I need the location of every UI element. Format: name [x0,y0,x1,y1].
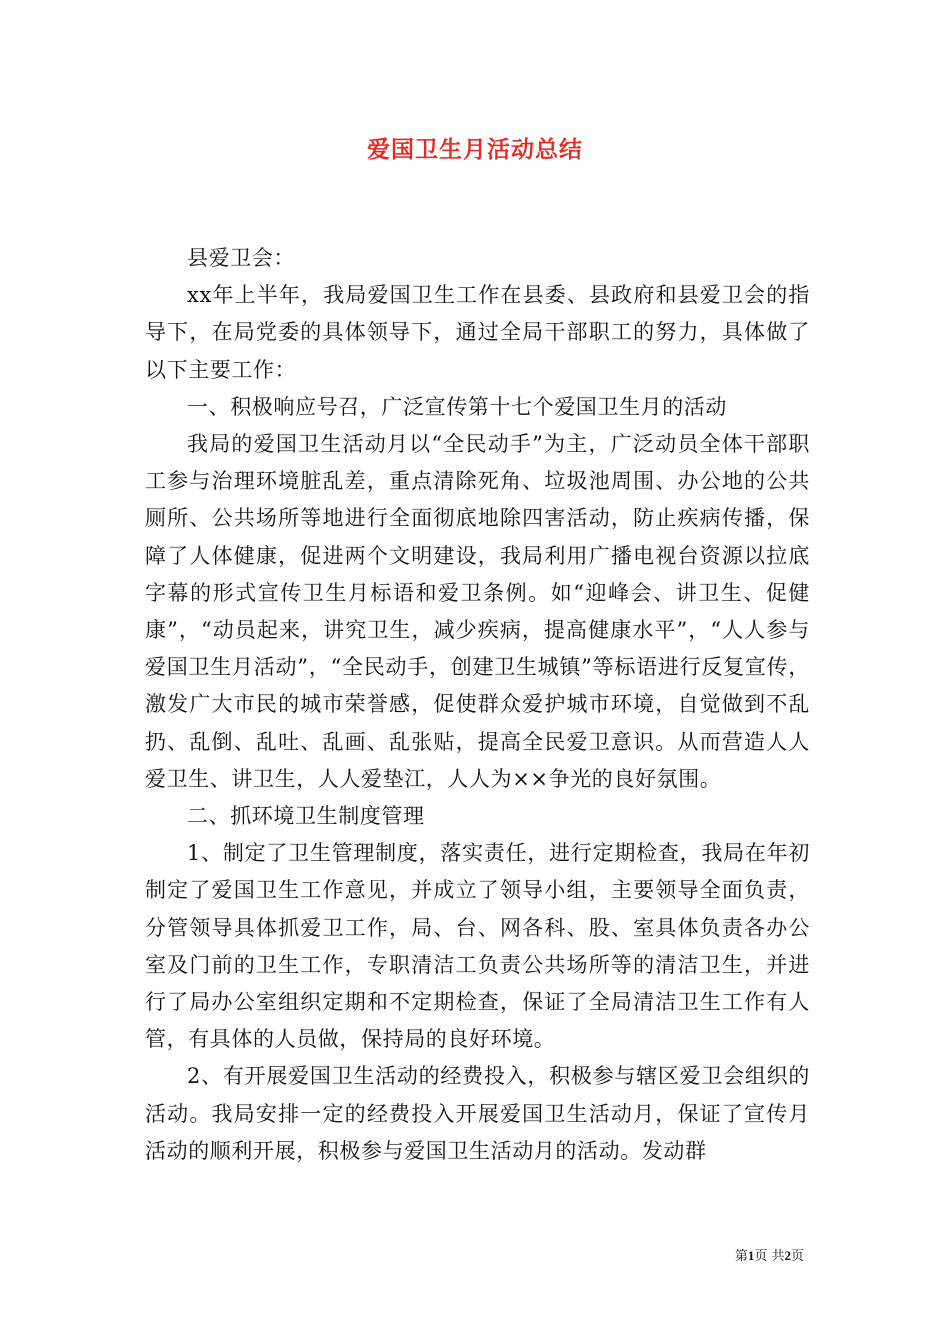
section-heading-2: 二、抓环境卫生制度管理 [187,804,425,829]
paragraph-item-1: 1、制定了卫生管理制度，落实责任，进行定期检查，我局在年初制定了爱国卫生工作意见，并成立了领导小组，主要领导全面负责，分管领导具体抓爱卫工作，局、台、网各科、股、室具体负责各办公室及门前的卫生工作，专职清洁工负责公共场所等的清洁卫生，并进行了局办公室组织定期和不定期检查，保证了全局清洁卫生工作有人管，有具体的人员做，保持局的良好环境。 [145,841,810,1052]
paragraph-section-1: 我局的爱国卫生活动月以“全民动手”为主，广泛动员全体干部职工参与治理环境脏乱差，重点清除死角、垃圾池周围、办公地的公共厕所、公共场所等地进行全面彻底地除四害活动，防止疾病传播，保障了人体健康，促进两个文明建设，我局利用广播电视台资源以拉底字幕的形式宣传卫生月标语和爱卫条例。如“迎峰会、讲卫生、促健康”，“动员起来，讲究卫生，减少疾病，提高健康水平”，“人人参与爱国卫生月活动”，“全民动手，创建卫生城镇”等标语进行反复宣传，激发广大市民的城市荣誉感，促使群众爱护城市环境，自觉做到不乱扔、乱倒、乱吐、乱画、乱张贴，提高全民爱卫意识。从而营造人人爱卫生、讲卫生，人人爱垫江，人人为××争光的良好氛围。 [145,432,810,791]
document-title: 爱国卫生月活动总结 [367,136,583,163]
footer-middle: 页 共 [754,1249,785,1264]
document-body [145,240,810,1170]
footer-prefix: 第 [734,1249,748,1264]
section-heading-1: 一、积极响应号召，广泛宣传第十七个爱国卫生月的活动 [187,394,727,419]
footer-suffix: 页 [790,1249,804,1264]
paragraph-item-2: 2、有开展爱国卫生活动的经费投入，积极参与辖区爱卫会组织的活动。我局安排一定的经费投入开展爱国卫生活动月，保证了宣传月活动的顺利开展，积极参与爱国卫生活动月的活动。发动群 [145,1064,810,1163]
footer-current-page: 1 [747,1248,755,1263]
paragraph-intro: xx年上半年，我局爱国卫生工作在县委、县政府和县爱卫会的指导下，在局党委的具体领导下，通过全局干部职工的努力，具体做了以下主要工作： [145,283,810,382]
salutation: 县爱卫会： [187,246,295,270]
footer-total-pages: 2 [784,1248,791,1263]
page-number-footer [735,1247,804,1266]
